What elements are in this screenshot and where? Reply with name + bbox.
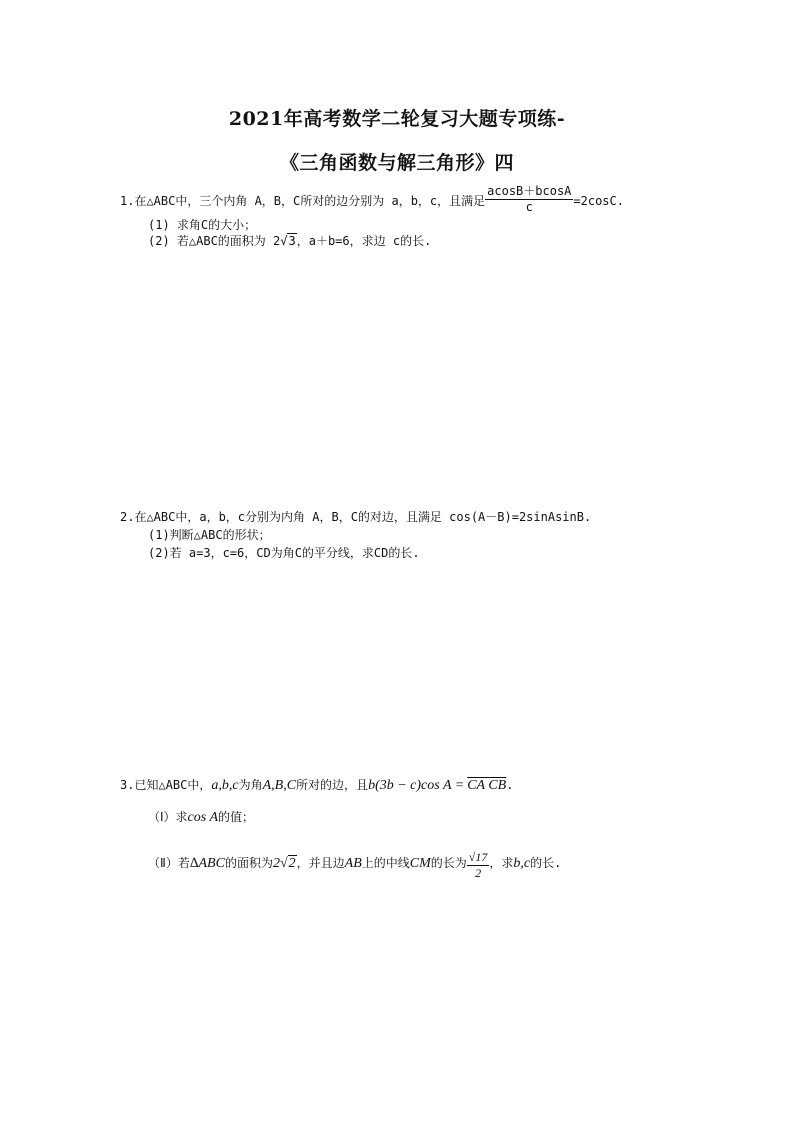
q3-part2-mid5: ，求	[489, 856, 514, 870]
q1-sqrt-radicand: 3	[288, 234, 296, 248]
q3-part1	[148, 808, 254, 827]
q2-part2: (2)若 a=3，c=6，CD为角C的平分线，求CD的长.	[148, 546, 420, 560]
q1-fraction	[485, 184, 573, 215]
page-title-line1: 2021年高考数学二轮复习大题专项练-	[228, 108, 566, 130]
q1-fraction-numerator: acosB＋bcosA	[487, 184, 572, 198]
q3-part2-fraction-num: √17	[468, 850, 488, 864]
q3-part1-prefix: （Ⅰ）求	[148, 810, 188, 824]
q1-part2	[148, 232, 431, 250]
q1-part2-prefix: (2) 若△ABC的面积为 2	[148, 234, 281, 248]
q1-stem	[120, 186, 624, 217]
q2-part1: (1)判断△ABC的形状；	[148, 528, 271, 542]
q3-part1-suffix: 的值；	[218, 810, 255, 824]
q3-stem-vars: a,b,c	[211, 778, 239, 793]
q3-part1-formula: cos A	[187, 810, 219, 825]
q3-part2-fraction-den: 2	[475, 866, 482, 880]
q1-stem-suffix: =2cosC.	[573, 194, 624, 208]
q3-part2-mid: 的面积为	[224, 856, 273, 870]
q3-part2-area-coef: 2	[272, 856, 280, 871]
q3-stem-formula: b(3b − c)cos A =	[368, 778, 465, 793]
q1-fraction-denominator: c	[525, 200, 533, 214]
q1-part1: (1) 求角C的大小；	[148, 218, 257, 232]
q3-stem-angles: A,B,C	[262, 778, 297, 793]
q2-stem: 2.在△ABC中，a，b，c分别为内角 A，B，C的对边，且满足 cos(A－B)=2sinAsinB.	[120, 510, 592, 524]
q1-part2-suffix: ，a＋b=6，求边 c的长.	[296, 234, 432, 248]
q3-part2	[148, 848, 561, 879]
q3-stem-vectors: CA CB	[467, 778, 507, 793]
q1-stem-prefix: 1.在△ABC中，三个内角 A，B，C所对的边分别为 a，b，c，且满足	[120, 194, 486, 208]
q3-part2-area-sqrt: √2	[279, 856, 296, 871]
q3-part2-ab: AB	[344, 856, 362, 871]
q3-part2-fraction	[467, 850, 490, 881]
q3-stem-end: .	[506, 778, 514, 792]
q3-part2-fraction-radicand: 17	[475, 850, 488, 864]
q3-stem	[120, 776, 513, 795]
q3-part2-bc: b,c	[513, 856, 531, 871]
q3-stem-mid: 为角	[238, 778, 263, 792]
q3-part2-cm: CM	[409, 856, 431, 871]
q3-stem-mid2: 所对的边，且	[296, 778, 369, 792]
q3-part2-triangle: ∆ABC	[189, 856, 225, 871]
page-title-line2: 《三角函数与解三角形》四	[279, 152, 514, 174]
q3-stem-prefix: 3.已知△ABC中，	[120, 778, 212, 792]
q3-part2-mid2: ，并且边	[296, 856, 345, 870]
q3-part2-prefix: （Ⅱ）若	[148, 856, 190, 870]
q3-part2-end: 的长.	[530, 856, 562, 870]
q3-part2-area-radicand: 2	[288, 856, 296, 871]
q3-part2-mid4: 的长为	[430, 856, 467, 870]
q1-sqrt: √3	[280, 234, 296, 248]
q3-part2-mid3: 上的中线	[361, 856, 410, 870]
